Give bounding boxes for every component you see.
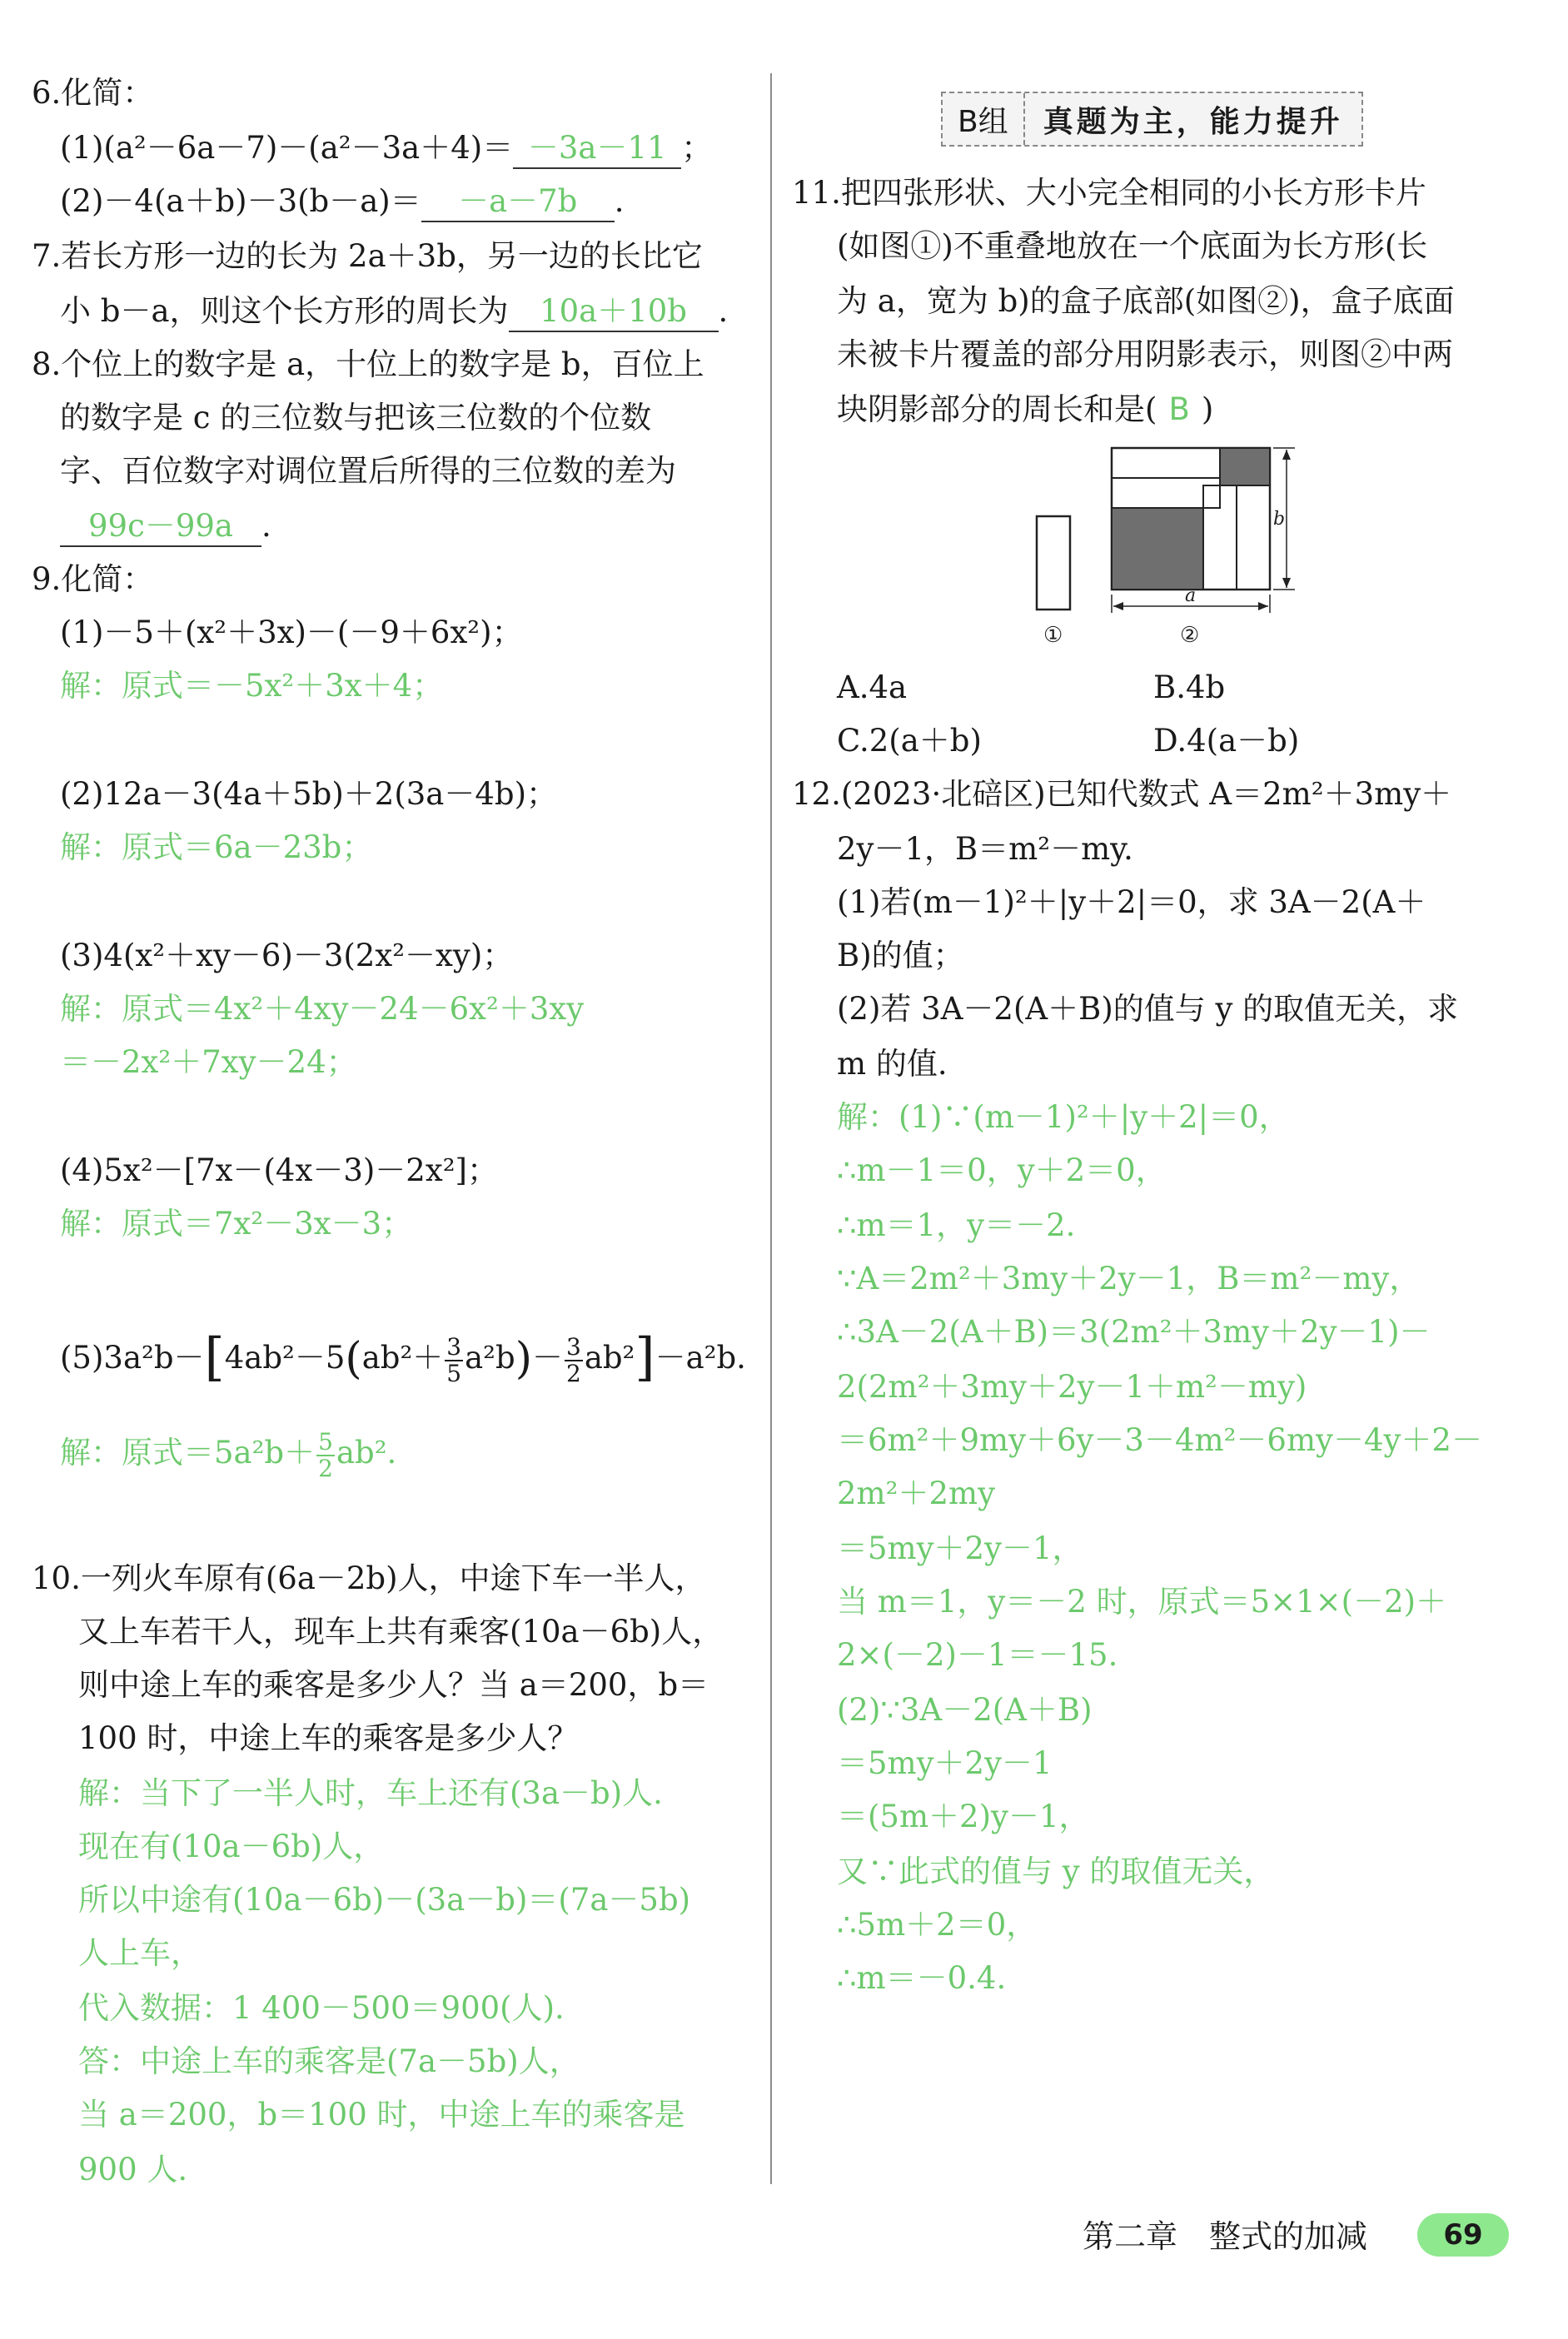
figure1-card — [1037, 516, 1070, 610]
q10-solution-line: 当 a＝200，b＝100 时，中途上车的乘客是 — [78, 2097, 685, 2132]
q9-part2-solution: 解：原式＝6a－23b； — [60, 829, 373, 865]
q6-part1-answer: －3a－11 — [513, 129, 681, 169]
q12-solution-line: 2(2m²＋3my＋2y－1＋m²－my) — [837, 1369, 1307, 1405]
q9-part5-open-bracket: [ — [204, 1326, 225, 1387]
q12-solution-line: ∴5m＋2＝0， — [837, 1907, 1038, 1943]
q9-part3-solution-1: 解：原式＝4x²＋4xy－24－6x²＋3xy — [60, 991, 585, 1027]
q9-part1-solution: 解：原式＝－5x²＋3x＋4； — [60, 668, 444, 704]
q11-end: ) — [1201, 391, 1214, 427]
q11-line3: 为 a，宽为 b)的盒子底部(如图②)，盒子底面 — [837, 283, 1455, 319]
q12-line2: 2y－1，B＝m²－my. — [837, 831, 1133, 867]
group-b-tag — [941, 92, 1363, 147]
q12-solution-line: ∴m＝1，y＝－2. — [837, 1207, 1076, 1243]
q6-part2-text: (2)－4(a＋b)－3(b－a)＝ — [60, 183, 421, 219]
q8-end: . — [261, 508, 271, 544]
q7-line2-text: 小 b－a，则这个长方形的周长为 — [60, 293, 509, 329]
q11-option-d: D.4(a－b) — [1153, 723, 1300, 759]
q9-part4: (4)5x²－[7x－(4x－3)－2x²]； — [60, 1152, 498, 1188]
q11-option-b: B.4b — [1153, 669, 1226, 705]
q9-part3: (3)4(x²＋xy－6)－3(2x²－xy)； — [60, 938, 514, 973]
q9-part5-fraction-2 — [565, 1332, 583, 1387]
q9-part5-close-bracket: ] — [635, 1326, 655, 1387]
q9-part1: (1)－5＋(x²＋3x)－(－9＋6x²)； — [60, 615, 523, 650]
q9-part5-solution-b: ab². — [336, 1435, 397, 1471]
q12-solution-line: ＝5my＋2y－1， — [837, 1530, 1083, 1566]
q8-answer-line — [60, 503, 271, 550]
group-title: 真题为主，能力提升 — [1043, 103, 1343, 139]
q12-solution-line: 解：(1)∵(m－1)²＋|y＋2|＝0， — [837, 1099, 1290, 1135]
q12-solution-line: 当 m＝1，y＝－2 时，原式＝5×1×(－2)＋ — [837, 1584, 1447, 1620]
q12-solution-line: ＝6m²＋9my＋6y－3－4m²－6my－4y＋2－ — [837, 1422, 1482, 1458]
q7-end: . — [718, 293, 729, 329]
solution-fraction-denominator: 2 — [318, 1454, 333, 1482]
q11-line2: (如图①)不重叠地放在一个底面为长方形(长 — [837, 228, 1428, 264]
dim-b-arrow-down — [1282, 578, 1291, 588]
q12-line4: B)的值； — [837, 938, 964, 973]
q11-line5 — [837, 386, 1213, 433]
q9-part5-a: (5)3a²b－ — [60, 1340, 205, 1376]
q10-line3: 则中途上车的乘客是多少人？当 a＝200，b＝ — [78, 1667, 709, 1703]
q6-part2-answer: －a－7b — [421, 182, 615, 222]
fraction-2-numerator: 3 — [565, 1332, 581, 1361]
q9-part5-c: ab²＋ — [361, 1340, 444, 1376]
q12-solution-line: ∴m＝－0.4. — [837, 1960, 1007, 1996]
figure1-label: ① — [1043, 623, 1063, 648]
q6-part2-end: . — [614, 183, 625, 219]
q12-line5: (2)若 3A－2(A＋B)的值与 y 的取值无关，求 — [837, 991, 1459, 1027]
q11-line1: 11.把四张形状、大小完全相同的小长方形卡片 — [792, 175, 1426, 211]
q9-part5-b: 4ab²－5 — [224, 1340, 346, 1376]
q9-part5 — [60, 1328, 746, 1388]
q8-answer: 99c－99a — [60, 507, 261, 547]
q10-solution-line: 人上车， — [78, 1935, 202, 1971]
q6-part1-text: (1)(a²－6a－7)－(a²－3a＋4)＝ — [60, 130, 514, 166]
solution-fraction-numerator: 5 — [318, 1427, 333, 1456]
q12-line6: m 的值. — [837, 1046, 948, 1082]
q10-solution-line: 所以中途有(10a－6b)－(3a－b)＝(7a－5b) — [78, 1882, 691, 1918]
q7-line2 — [60, 288, 728, 335]
q10-solution-line: 代入数据：1 400－500＝900(人). — [78, 1990, 565, 2026]
q10-solution-line: 答：中途上车的乘客是(7a－5b)人， — [78, 2043, 580, 2079]
q7-answer: 10a＋10b — [509, 292, 719, 332]
q9-part5-solution-fraction — [316, 1427, 335, 1482]
page-number-badge: 69 — [1417, 2213, 1509, 2257]
q8-line1: 8.个位上的数字是 a，十位上的数字是 b，百位上 — [32, 346, 704, 382]
fraction-2-denominator: 2 — [565, 1359, 581, 1387]
q6-part2 — [60, 178, 625, 225]
q12-solution-line: ∴m－1＝0，y＋2＝0， — [837, 1152, 1167, 1188]
q9-part5-g: ab² — [584, 1340, 635, 1376]
figure2-shaded-top-right — [1220, 448, 1270, 485]
q9-part5-fraction-1 — [445, 1332, 463, 1387]
q9-part5-e: － — [531, 1340, 563, 1376]
q9-part5-d: a²b — [465, 1340, 515, 1376]
q6-title: 6.化简： — [32, 75, 154, 111]
q10-solution-line: 解：当下了一半人时，车上还有(3a－b)人. — [78, 1775, 663, 1811]
q10-solution-line: 900 人. — [78, 2152, 188, 2187]
q10-line1: 10.一列火车原有(6a－2b)人，中途下车一半人， — [32, 1560, 706, 1596]
q12-solution-line: 2×(－2)－1＝－15. — [837, 1637, 1118, 1673]
figure2-label: ② — [1180, 623, 1200, 648]
q9-part4-solution: 解：原式＝7x²－3x－3； — [60, 1206, 413, 1242]
q11-figure — [1028, 440, 1295, 656]
q9-part5-h: －a²b. — [655, 1340, 746, 1376]
q8-line3: 字、百位数字对调位置后所得的三位数的差为 — [60, 453, 676, 489]
dim-b-arrow-up — [1282, 450, 1291, 460]
q11-line4: 未被卡片覆盖的部分用阴影表示，则图②中两 — [837, 336, 1453, 372]
q11-answer: B — [1168, 391, 1190, 427]
q12-solution-line: 2m²＋2my — [837, 1476, 995, 1511]
q12-solution-line: ∴3A－2(A＋B)＝3(2m²＋3my＋2y－1)－ — [837, 1314, 1431, 1350]
q6-part1-end: ； — [681, 130, 713, 166]
fraction-1-numerator: 3 — [446, 1332, 462, 1361]
dim-a-label: a — [1185, 585, 1197, 606]
q9-part5-solution — [60, 1424, 396, 1482]
figure2-shaded-bottom-left — [1112, 508, 1203, 590]
column-divider — [770, 73, 772, 2184]
q11-option-c: C.2(a＋b) — [837, 723, 982, 759]
q9-part2: (2)12a－3(4a＋5b)＋2(3a－4b)； — [60, 776, 558, 812]
chapter-footer: 第二章 整式的加减 — [1083, 2218, 1368, 2255]
fraction-1-denominator: 5 — [446, 1359, 462, 1387]
dim-a-arrow-left — [1113, 602, 1123, 610]
q9-part5-open-paren: ( — [345, 1334, 362, 1384]
group-label: B组 — [943, 93, 1025, 145]
q12-solution-line: 又∵此式的值与 y 的取值无关， — [837, 1854, 1275, 1889]
q12-line3: (1)若(m－1)²＋|y＋2|＝0，求 3A－2(A＋ — [837, 884, 1426, 920]
dim-a-arrow-right — [1258, 602, 1268, 610]
q11-line5-text: 块阴影部分的周长和是( — [837, 391, 1157, 427]
q12-solution-line: ＝5my＋2y－1 — [837, 1745, 1053, 1781]
q12-line1: 12.(2023·北碚区)已知代数式 A＝2m²＋3my＋ — [792, 776, 1452, 812]
q10-line4: 100 时，中途上车的乘客是多少人？ — [78, 1720, 579, 1756]
q9-part5-close-paren: ) — [515, 1334, 532, 1384]
q9-part5-solution-a: 解：原式＝5a²b＋ — [60, 1435, 316, 1471]
q8-line2: 的数字是 c 的三位数与把该三位数的个位数 — [60, 400, 652, 435]
dim-b-label: b — [1273, 509, 1286, 530]
q12-solution-line: ＝(5m＋2)y－1， — [837, 1799, 1090, 1834]
q6-part1 — [60, 125, 712, 172]
q9-part3-solution-2: ＝－2x²＋7xy－24； — [60, 1044, 357, 1080]
q11-option-a: A.4a — [837, 669, 908, 705]
q7-line1: 7.若长方形一边的长为 2a＋3b，另一边的长比它 — [32, 238, 703, 274]
q10-solution-line: 现在有(10a－6b)人， — [78, 1829, 385, 1864]
q9-title: 9.化简： — [32, 561, 154, 597]
q12-solution-line: ∵A＝2m²＋3my＋2y－1，B＝m²－my， — [837, 1261, 1421, 1296]
q10-line2: 又上车若干人，现车上共有乘客(10a－6b)人， — [78, 1614, 724, 1650]
q12-solution-line: (2)∵3A－2(A＋B) — [837, 1692, 1093, 1728]
